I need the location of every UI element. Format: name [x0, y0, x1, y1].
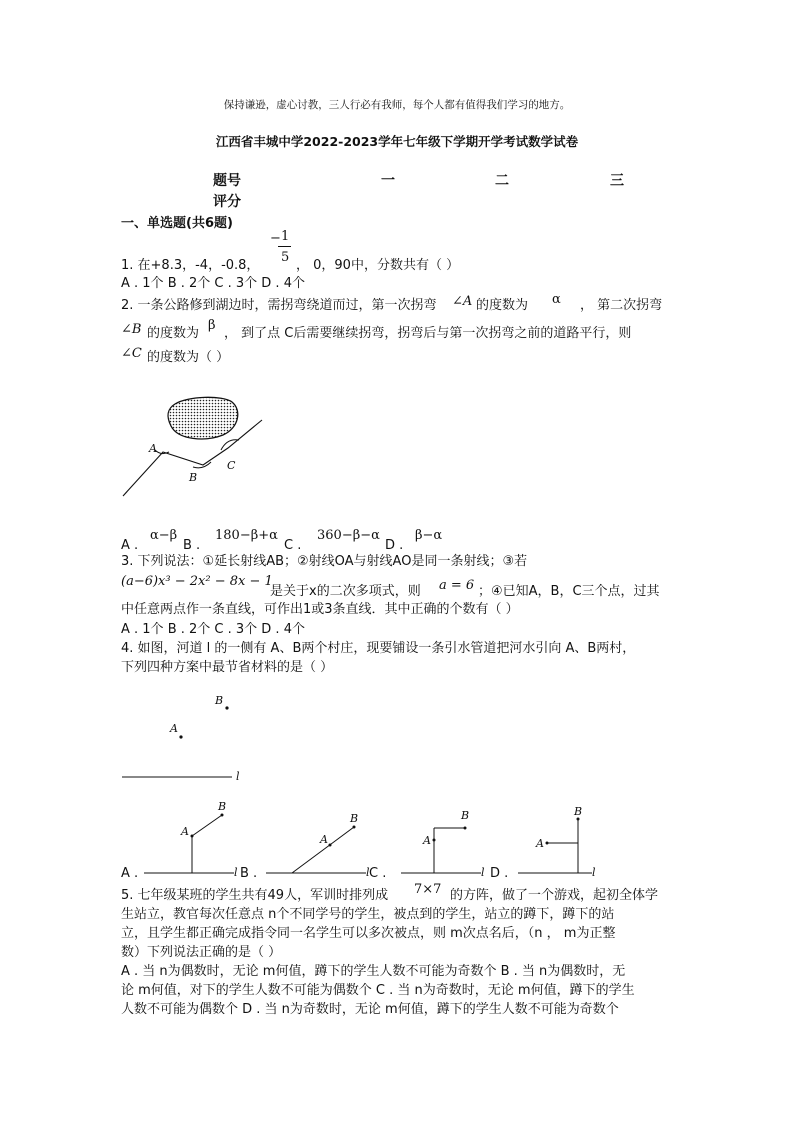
plan-c-label-b: B: [461, 809, 470, 822]
lake-shape: [168, 397, 238, 439]
q3-line3: 中任意两点作一条直线，可作出1或3条直线．其中正确的个数有（ ）: [121, 602, 519, 617]
score-table-col-1: 一: [381, 173, 395, 189]
q2-option-b: 180−β+α: [215, 528, 278, 543]
score-table-row-label: 评分: [213, 194, 241, 210]
village-b-point: [225, 706, 228, 709]
q5-line4: 数）下列说法正确的是（ ）: [121, 945, 282, 960]
score-table-header-label: 题号: [213, 173, 241, 189]
angle-a-arc: [155, 450, 169, 454]
header-banner: 保持谦逊，虚心讨教，三人行必有我师，每个人都有值得我们学习的地方。: [223, 99, 571, 111]
q5-line1-b: 的方阵，做了一个游戏，起初全体学: [450, 888, 659, 903]
village-a-label: A: [170, 722, 178, 735]
q5-line2: 生站立，教官每次任意点 n个不同学号的学生，被点到的学生，站立的蹲下，蹲下的站: [121, 907, 615, 922]
q4-line1: 4. 如图，河道 l 的一侧有 A、B两个村庄，现要铺设一条引水管道把河水引向 A、B两村，: [121, 641, 636, 656]
q2-line1-b: 的度数为: [476, 298, 529, 313]
q2-line2-b: ， 到了点 C后需要继续拐弯，拐弯后与第一次拐弯之前的道路平行，则: [224, 326, 632, 341]
q5-line5: A . 当 n为偶数时，无论 m何值，蹲下的学生人数不可能为奇数个 B . 当 n为偶数时，无: [121, 964, 626, 979]
plan-c-label-a: A: [423, 834, 431, 847]
exam-title: 江西省丰城中学2022-2023学年七年级下学期开学考试数学试卷: [215, 134, 579, 149]
q3-line1: 3. 下列说法：①延长射线AB；②射线OA与射线AO是同一条射线；③若: [121, 554, 528, 569]
q4-option-c: C .: [369, 866, 387, 881]
q2-option-b-prefix: B .: [183, 538, 201, 553]
village-b-label: B: [215, 694, 224, 707]
q2-line1-c: ， 第二次拐弯: [580, 298, 663, 313]
plan-d-figure: [510, 803, 610, 880]
q2-line1-a: 2. 一条公路修到湖边时，需拐弯绕道而过，第一次拐弯: [121, 298, 437, 313]
fraction-denominator: 5: [281, 250, 290, 265]
q2-beta: β: [208, 318, 216, 333]
q3-line2-b: ；④已知A，B，C三个点，过其: [478, 584, 660, 599]
q5-line3: 立，且学生都正确完成指令同一名学生可以多次被点，则 m次点名后，（n ， m为正整: [121, 926, 616, 941]
q4-option-a: A .: [121, 866, 139, 881]
plan-b-label-b: B: [350, 812, 359, 825]
q4-option-d: D .: [490, 866, 509, 881]
q2-angle-a: ∠A: [452, 294, 473, 309]
q2-line3: 的度数为（ ）: [147, 350, 230, 365]
plan-a-label-l: l: [234, 866, 238, 879]
q2-alpha: α: [552, 292, 561, 307]
q3-polynomial: (a−6)x³ − 2x² − 8x − 1: [121, 574, 273, 589]
q5-line7: 人数不可能为偶数个 D . 当 n为奇数时，无论 m何值，蹲下的学生人数不可能为奇数个: [121, 1002, 619, 1017]
plan-c-figure: [397, 805, 497, 880]
plan-d-label-l: l: [592, 866, 596, 879]
q2-option-a: α−β: [150, 528, 178, 543]
q3-line2-a: 是关于x的二次多项式，则: [270, 584, 421, 599]
q2-angle-b: ∠B: [121, 322, 142, 337]
q1-options: A . 1个 B . 2个 C . 3个 D . 4个: [121, 276, 305, 291]
section-heading: 一、单选题(共6题): [121, 216, 233, 231]
score-table-col-2: 二: [495, 173, 509, 189]
q5-line1-a: 5. 七年级某班的学生共有49人，军训时排列成: [121, 888, 389, 903]
point-a-label: A: [149, 442, 157, 455]
q1-text-a: 1. 在+8.3，-4，-0.8，: [121, 258, 260, 273]
q3-equation: a = 6: [439, 578, 475, 593]
q2-option-c: 360−β−α: [317, 528, 380, 543]
q2-angle-c: ∠C: [121, 346, 142, 361]
plan-a-figure: [140, 798, 240, 880]
q4-line2: 下列四种方案中最节省材料的是（ ）: [121, 660, 334, 675]
river-label: l: [236, 770, 240, 783]
plan-d-label-a: A: [536, 837, 544, 850]
plan-b-label-l: l: [366, 866, 370, 879]
plan-a-label-b: B: [218, 800, 227, 813]
q2-option-d-prefix: D .: [385, 538, 404, 553]
q2-option-a-prefix: A .: [121, 538, 139, 553]
q4-option-b: B .: [240, 866, 258, 881]
fraction-bar: [278, 246, 291, 247]
q5-line6: 论 m何值，对下的学生人数不可能为偶数个 C . 当 n为奇数时，无论 m何值，蹲下的学生: [121, 983, 635, 998]
q2-option-c-prefix: C .: [284, 538, 302, 553]
plan-b-figure: [262, 805, 377, 880]
plan-d-label-b: B: [574, 805, 583, 818]
plan-c-label-l: l: [481, 866, 485, 879]
score-table-col-3: 三: [610, 173, 624, 189]
river-villages-figure: [115, 688, 255, 783]
q5-grid: 7×7: [414, 882, 442, 897]
q3-options: A . 1个 B . 2个 C . 3个 D . 4个: [121, 622, 305, 637]
village-a-point: [179, 735, 182, 738]
plan-b-label-a: A: [320, 833, 328, 846]
q2-line2-a: 的度数为: [147, 326, 200, 341]
fraction-numerator: 1: [281, 229, 290, 244]
q1-text-b: ， 0，90中，分数共有（ ）: [296, 258, 460, 273]
road-lake-figure: [115, 390, 275, 505]
plan-a-label-a: A: [181, 825, 189, 838]
point-c-label: C: [227, 459, 236, 472]
fraction-minus: −: [270, 231, 281, 246]
point-b-label: B: [189, 471, 198, 484]
q2-option-d: β−α: [415, 528, 443, 543]
